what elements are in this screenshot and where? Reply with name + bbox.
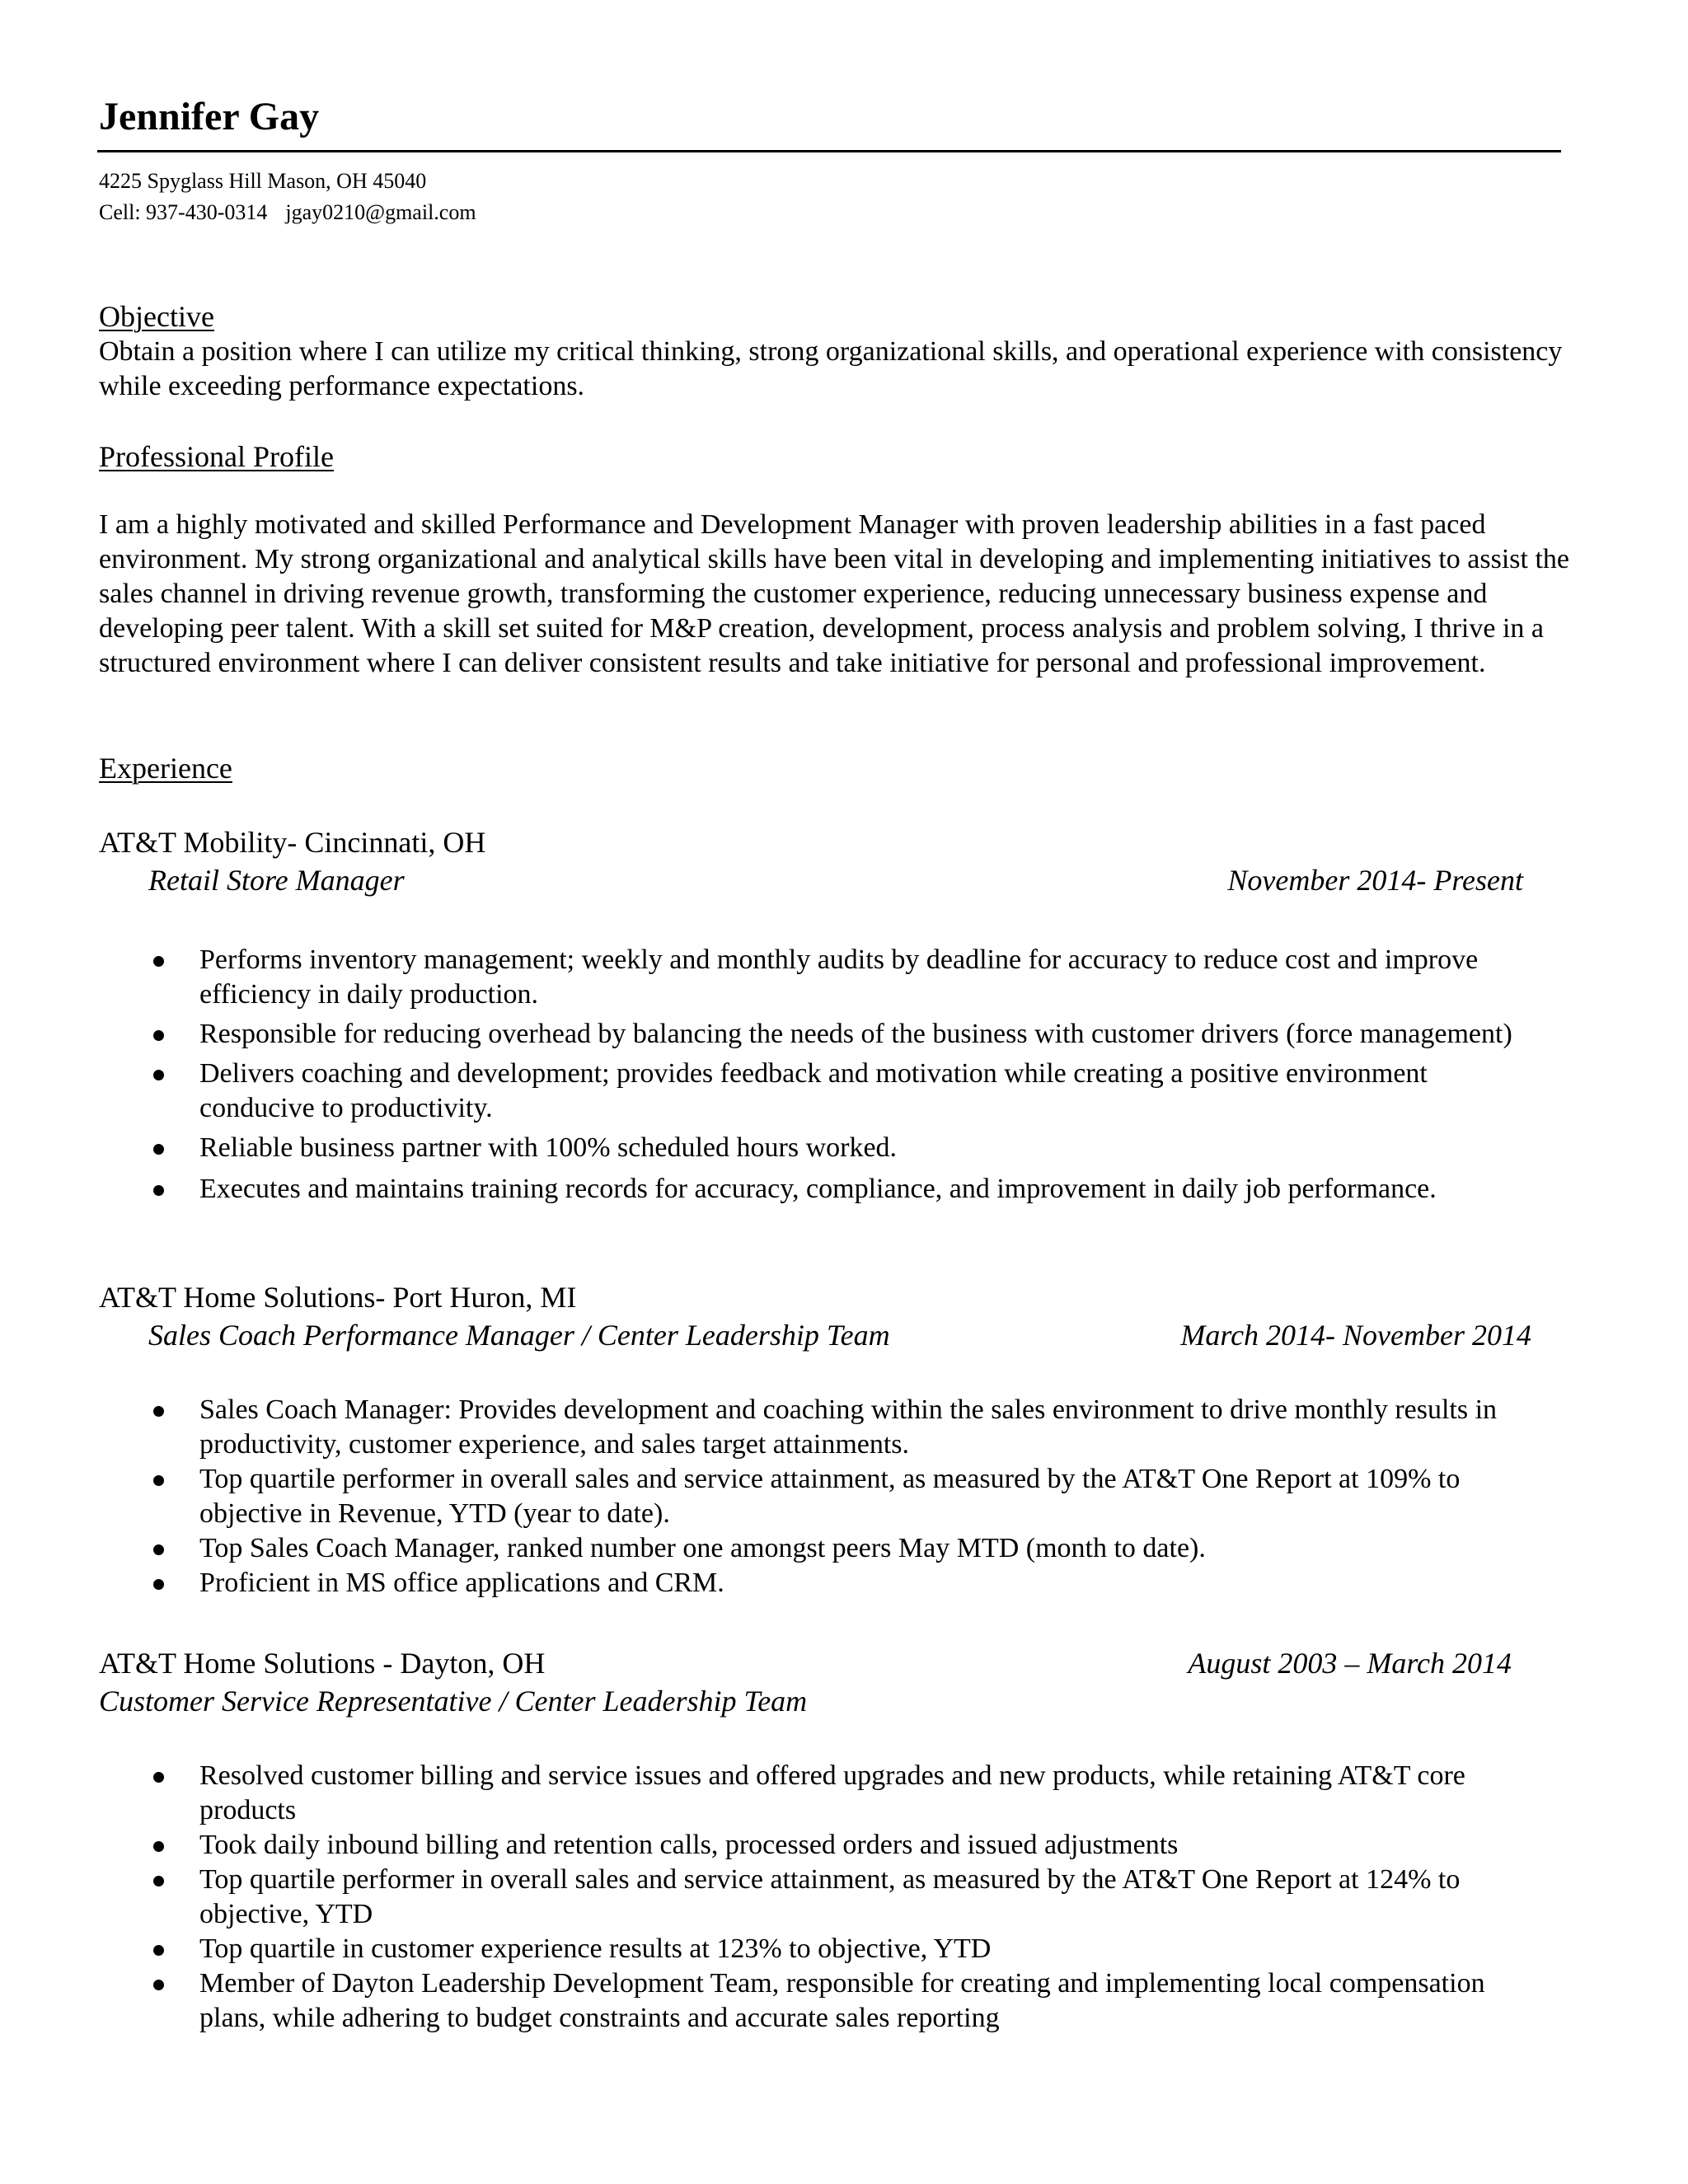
- list-item: Top quartile performer in overall sales and service attainment, as measured by the AT&T One Report at 109% to objective in Revenue, YTD (year to date).: [99, 1462, 1550, 1531]
- job-company: AT&T Mobility- Cincinnati, OH: [99, 826, 486, 859]
- header-divider: [97, 150, 1561, 152]
- job-dates: March 2014- November 2014: [1180, 1319, 1531, 1352]
- applicant-name: Jennifer Gay: [99, 95, 320, 138]
- list-item: Responsible for reducing overhead by balancing the needs of the business with customer drivers (force management): [99, 1017, 1550, 1052]
- bullet-icon: [153, 1475, 164, 1486]
- bullet-icon: [153, 1544, 164, 1555]
- job-bullets: [99, 1759, 1550, 2036]
- address: 4225 Spyglass Hill Mason, OH 45040: [99, 169, 427, 193]
- job-title: Retail Store Manager: [148, 864, 405, 897]
- profile-text: I am a highly motivated and skilled Performance and Development Manager with proven leadership abilities in a fast paced environment. My strong organizational and analytical skills have been vital in developing and implementing initiatives to assist the sales channel in driving revenue growth, transforming the customer experience, reducing unnecessary business expense and developing peer talent. With a skill set suited for M&P creation, development, process analysis and problem solving, I thrive in a structured environment where I can deliver consistent results and take initiative for personal and professional improvement.: [99, 509, 1569, 678]
- job-title: Sales Coach Performance Manager / Center Leadership Team: [148, 1319, 890, 1352]
- list-item: Delivers coaching and development; provides feedback and motivation while creating a positive environment conducive to productivity.: [99, 1057, 1550, 1126]
- job-bullets: [99, 943, 1550, 1207]
- bullet-icon: [153, 1772, 164, 1783]
- job-bullets: [99, 1393, 1550, 1601]
- list-item: Sales Coach Manager: Provides development and coaching within the sales environment to drive monthly results in productivity, customer experience, and sales target attainments.: [99, 1393, 1550, 1462]
- cell-phone: Cell: 937-430-0314: [99, 200, 268, 224]
- list-item: Proficient in MS office applications and CRM.: [99, 1566, 1550, 1601]
- list-item: Reliable business partner with 100% scheduled hours worked.: [99, 1131, 1550, 1165]
- job-dates: November 2014- Present: [1227, 864, 1523, 897]
- bullet-icon: [153, 1841, 164, 1852]
- list-item: Performs inventory management; weekly and monthly audits by deadline for accuracy to reduce cost and improve efficiency in daily production.: [99, 943, 1550, 1012]
- bullet-icon: [153, 1579, 164, 1590]
- contact-line: [99, 198, 476, 227]
- list-item: Member of Dayton Leadership Development Team, responsible for creating and implementing local compensation plans, while adhering to budget constraints and accurate sales reporting: [99, 1966, 1550, 2036]
- list-item: Top quartile performer in overall sales and service attainment, as measured by the AT&T One Report at 124% to objective, YTD: [99, 1863, 1550, 1932]
- email-address: jgay0210@gmail.com: [285, 200, 476, 224]
- bullet-icon: [153, 1876, 164, 1886]
- objective-text: Obtain a position where I can utilize my critical thinking, strong organizational skills, and operational experience with consistency while exceeding performance expectations.: [99, 336, 1563, 401]
- job-dates: August 2003 – March 2014: [1188, 1647, 1512, 1680]
- profile-heading: Professional Profile: [99, 440, 334, 473]
- bullet-icon: [153, 1070, 164, 1080]
- list-item: Executes and maintains training records for accuracy, compliance, and improvement in daily job performance.: [99, 1172, 1550, 1207]
- job-company: AT&T Home Solutions - Dayton, OH: [99, 1647, 546, 1680]
- bullet-icon: [153, 1144, 164, 1155]
- list-item: Took daily inbound billing and retention calls, processed orders and issued adjustments: [99, 1828, 1550, 1863]
- list-item: Top quartile in customer experience results at 123% to objective, YTD: [99, 1932, 1550, 1966]
- bullet-icon: [153, 1185, 164, 1196]
- list-item: Resolved customer billing and service issues and offered upgrades and new products, while retaining AT&T core products: [99, 1759, 1550, 1828]
- bullet-icon: [153, 956, 164, 967]
- bullet-icon: [153, 1945, 164, 1956]
- objective-heading: Objective: [99, 300, 214, 333]
- bullet-icon: [153, 1406, 164, 1417]
- job-company: AT&T Home Solutions- Port Huron, MI: [99, 1281, 577, 1314]
- bullet-icon: [153, 1030, 164, 1041]
- list-item: Top Sales Coach Manager, ranked number one amongst peers May MTD (month to date).: [99, 1531, 1550, 1566]
- experience-heading: Experience: [99, 752, 232, 785]
- job-title: Customer Service Representative / Center Leadership Team: [99, 1685, 808, 1718]
- bullet-icon: [153, 1980, 164, 1990]
